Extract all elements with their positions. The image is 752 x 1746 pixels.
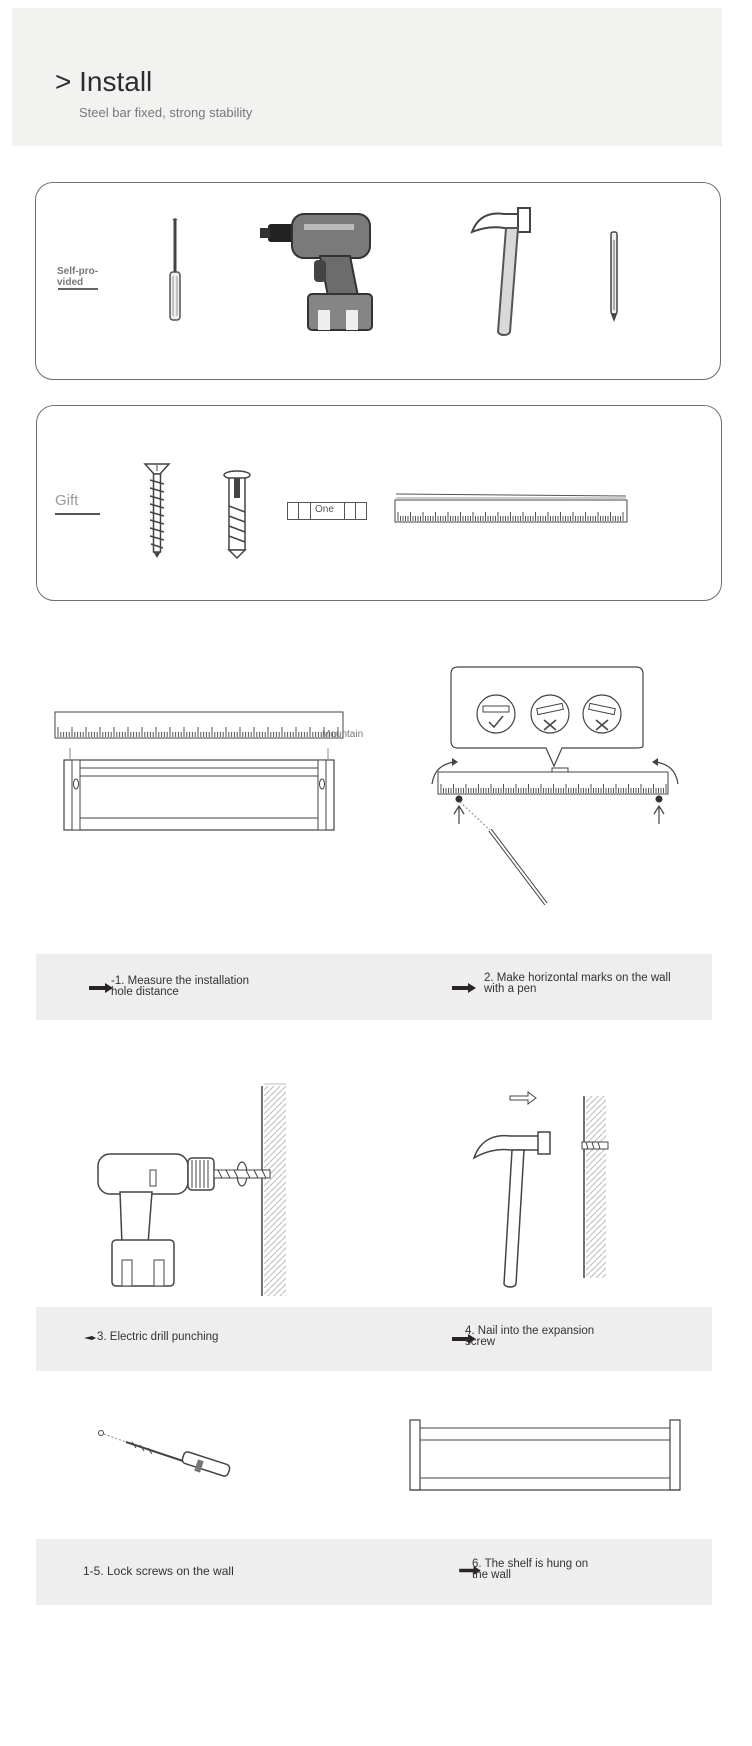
expansion-anchor-icon — [222, 470, 252, 560]
spirit-level-text: One — [315, 504, 334, 515]
hung-shelf-illustration — [408, 1418, 682, 1492]
step-6-label: 6. The shelf is hung on the wall — [472, 1558, 589, 1581]
shelf-frame-illustration — [62, 748, 336, 832]
rotate-arrows-icon — [428, 758, 682, 788]
spirit-level-divider-end — [355, 503, 356, 519]
hammer-icon — [468, 206, 538, 338]
gift-label-underline — [55, 513, 100, 515]
screwdriver-icon — [160, 218, 190, 324]
arrow-icon — [84, 1335, 96, 1341]
gift-label: Gift — [55, 492, 79, 509]
measure-ruler — [54, 710, 344, 740]
tools-label-underline — [58, 288, 98, 290]
spirit-level-divider-right — [344, 503, 345, 519]
page-title: > Install — [55, 66, 153, 97]
spirit-level-divider-left — [298, 503, 299, 519]
screw-icon — [144, 462, 170, 558]
step-1-label: -1. Measure the installation hole distance — [111, 975, 250, 998]
step-5-label: 1-5. Lock screws on the wall — [83, 1564, 234, 1578]
spirit-level-icon — [287, 502, 367, 520]
arrow-icon — [452, 983, 476, 993]
step-3-label: 3. Electric drill punching — [97, 1331, 219, 1343]
mountain-label: Mountain — [322, 729, 364, 740]
pen-icon — [608, 230, 620, 324]
hammer-nailing-illustration — [470, 1086, 620, 1292]
step-4-label: 4. Nail into the expansion screw — [465, 1325, 595, 1348]
page-subtitle: Steel bar fixed, strong stability — [79, 105, 253, 120]
level-callout-bubble — [450, 666, 644, 768]
drill-punching-illustration — [96, 1084, 290, 1296]
screwdriver-locking-illustration — [96, 1428, 236, 1480]
tools-label: Self-pro-vided — [57, 266, 99, 288]
arrow-icon — [89, 983, 113, 993]
electric-drill-icon — [258, 210, 384, 336]
ruler-icon — [394, 492, 628, 524]
step-2-label: 2. Make horizontal marks on the wall with a pen — [484, 972, 671, 995]
mark-pen-illustration — [450, 794, 660, 906]
spirit-level-divider-mid — [310, 503, 311, 519]
